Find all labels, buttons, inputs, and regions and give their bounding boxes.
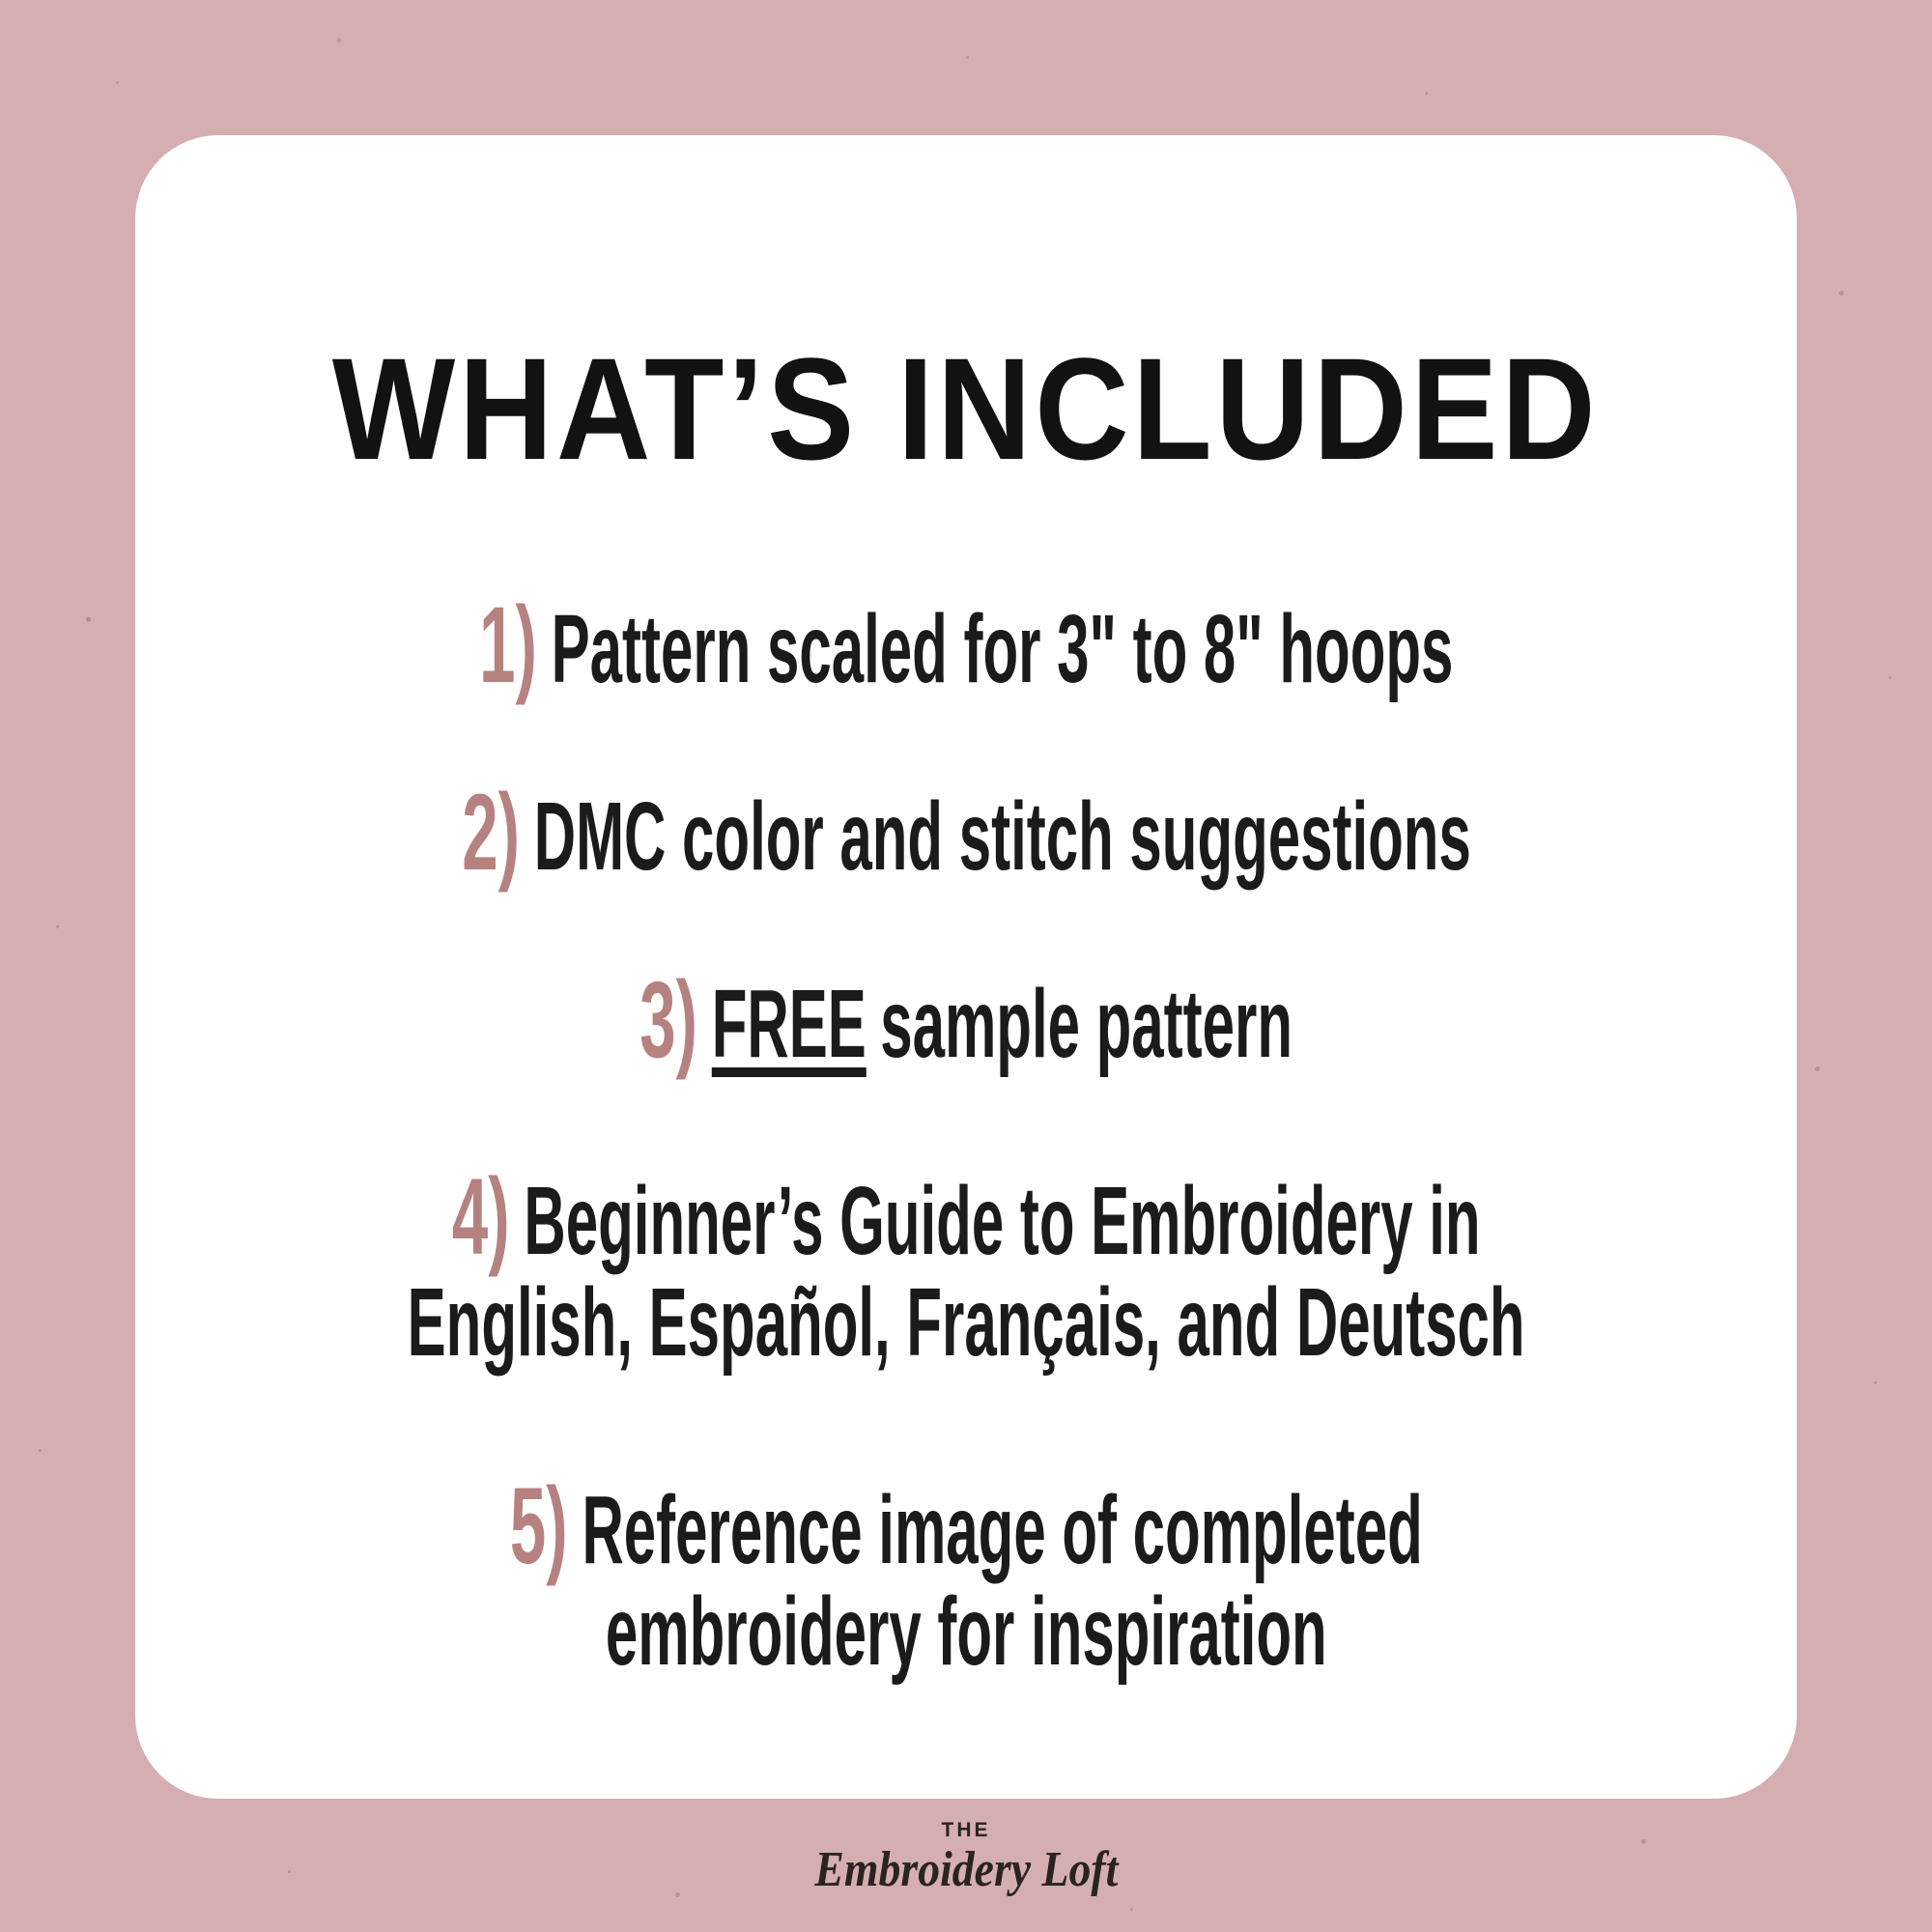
list-item-1 [135, 584, 1797, 705]
brand-logo [0, 1820, 1932, 1897]
list-item-4-line-2 [407, 1268, 1525, 1377]
item-4-text-line-2: English, Español, Français, and Deutsch [407, 1268, 1525, 1377]
logo-brand-name: Embroidery Loft [814, 1842, 1118, 1897]
list-item-5-line-2 [605, 1577, 1327, 1686]
list-item-1-line [478, 584, 1454, 705]
item-3-number: 3) [639, 959, 697, 1080]
logo-the-word: THE [941, 1819, 991, 1841]
item-5-text-line-2: embroidery for inspiration [605, 1577, 1327, 1686]
list-item-3 [135, 959, 1797, 1080]
item-5-text-line-1: Reference image of completed [582, 1476, 1423, 1584]
item-2-text: DMC color and stitch suggestions [533, 782, 1471, 891]
list-item-5-line-1 [509, 1465, 1423, 1586]
list-item-4 [135, 1156, 1797, 1377]
item-4-text-line-1: Beginner’s Guide to Embroidery in [524, 1167, 1481, 1275]
item-4-number: 4) [451, 1156, 510, 1277]
page-title: WHAT’S INCLUDED [332, 327, 1600, 490]
item-3-underlined-word: FREE [711, 970, 867, 1078]
item-5-number: 5) [509, 1465, 568, 1586]
list-item-3-line [639, 959, 1293, 1080]
item-2-number: 2) [461, 772, 520, 893]
list-item-2-line [461, 772, 1471, 893]
list-item-2 [135, 772, 1797, 893]
item-3-text: sample pattern [880, 970, 1293, 1078]
list-item-5 [135, 1465, 1797, 1686]
item-1-text: Pattern scaled for 3" to 8" hoops [551, 595, 1454, 703]
content-card [135, 135, 1797, 1799]
title-block [135, 327, 1797, 490]
paper-texture-speckles [0, 0, 3, 3]
item-1-number: 1) [478, 584, 537, 705]
list-item-4-line-1 [451, 1156, 1481, 1277]
